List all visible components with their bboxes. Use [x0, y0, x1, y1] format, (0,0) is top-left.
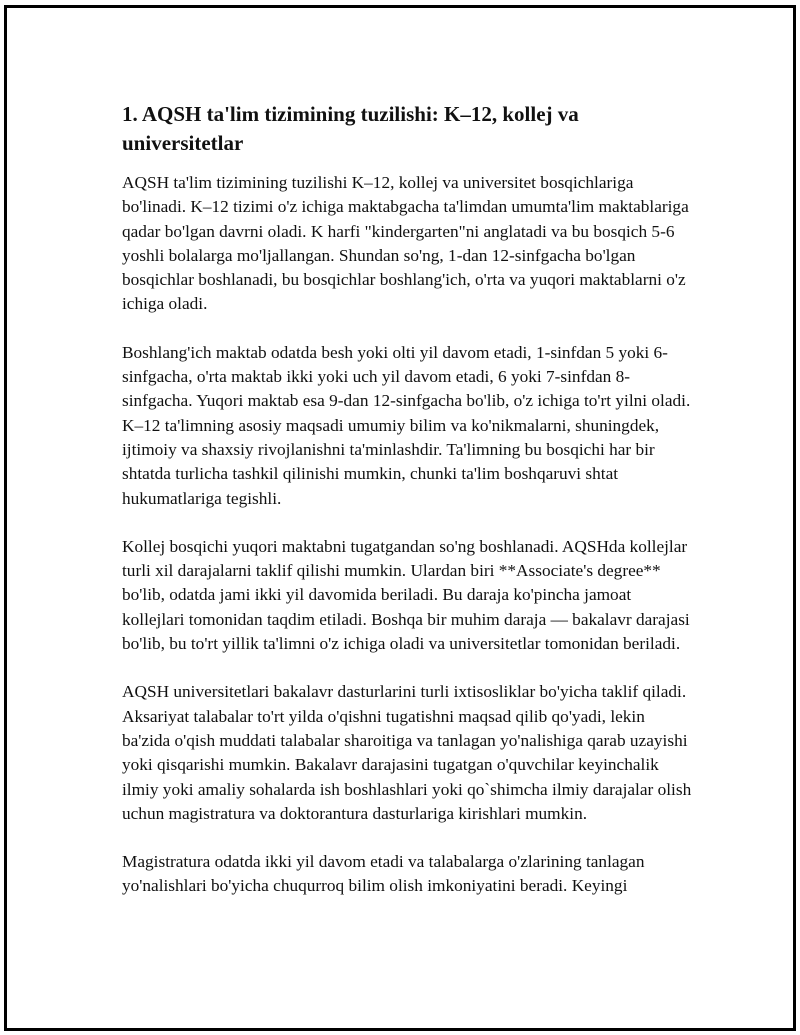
paragraph-2: Boshlang'ich maktab odatda besh yoki olti yil davom etadi, 1-sinfdan 5 yoki 6-sinfgacha, o'rta maktab ikki yoki uch yil davom etadi, 6 yoki 7-sinfdan 8-sinfgacha. Yuqori maktab esa 9-dan 12-sinfgacha bo'lib, o'z ichiga to'rt yilni oladi. K–12 ta'limning asosiy maqsadi umumiy bilim va ko'nikmalarni, shuningdek, ijtimoiy va shaxsiy rivojlanishni ta'minlashdir. Ta'limning bu bosqichi har bir shtatda turlicha tashkil qilinishi mumkin, chunki ta'lim boshqaruvi shtat hukumatlariga tegishli.	[122, 342, 691, 508]
paragraph-1: AQSH ta'lim tizimining tuzilishi K–12, kollej va universitet bosqichlariga bo'linadi. K–12 tizimi o'z ichiga maktabgacha ta'limdan umumta'lim maktablariga qadar bo'lgan davrni oladi. K harfi "kindergarten"ni anglatadi va bu bosqich 5-6 yoshli bolalarga mo'ljallangan. Shundan so'ng, 1-dan 12-sinfgacha bo'lgan bosqichlar boshlanadi, bu bosqichlar boshlang'ich, o'rta va yuqori maktablarni o'z ichiga oladi.	[122, 173, 689, 314]
paragraph-3: Kollej bosqichi yuqori maktabni tugatgandan so'ng boshlanadi. AQSHda kollejlar turli xil darajalarni taklif qilishi mumkin. Ulardan biri **Associate's degree** bo'lib, odatda jami ikki yil davomida beriladi. Bu daraja ko'pincha jamoat kollejlari tomonidan taqdim etiladi. Boshqa bir muhim daraja — bakalavr darajasi bo'lib, bu to'rt yillik ta'limni o'z ichiga oladi va universitetlar tomonidan beriladi.	[122, 536, 690, 654]
paragraph-4: AQSH universitetlari bakalavr dasturlarini turli ixtisosliklar bo'yicha taklif qiladi. Aksariyat talabalar to'rt yilda o'qishni tugatishni maqsad qilib qo'yadi, lekin ba'zida o'qish muddati talabalar sharoitiga va tanlagan yo'nalishiga qarab uzayishi yoki qisqarishi mumkin. Bakalavr darajasini tugatgan o'quvchilar keyinchalik ilmiy yoki amaliy sohalarda ish boshlashlari yoki qo`shimcha ilmiy darajalar olish uchun magistratura va doktorantura dasturlariga kirishlari mumkin.	[122, 682, 692, 823]
document-body	[122, 100, 692, 923]
section-heading: 1. AQSH ta'lim tizimining tuzilishi: K–12, kollej va universitetlar	[122, 102, 579, 155]
page-frame	[4, 5, 796, 1031]
paragraph-5: Magistratura odatda ikki yil davom etadi va talabalarga o'zlarining tanlagan yo'nalishlari bo'yicha chuqurroq bilim olish imkoniyatini beradi. Keyingi	[122, 852, 645, 896]
